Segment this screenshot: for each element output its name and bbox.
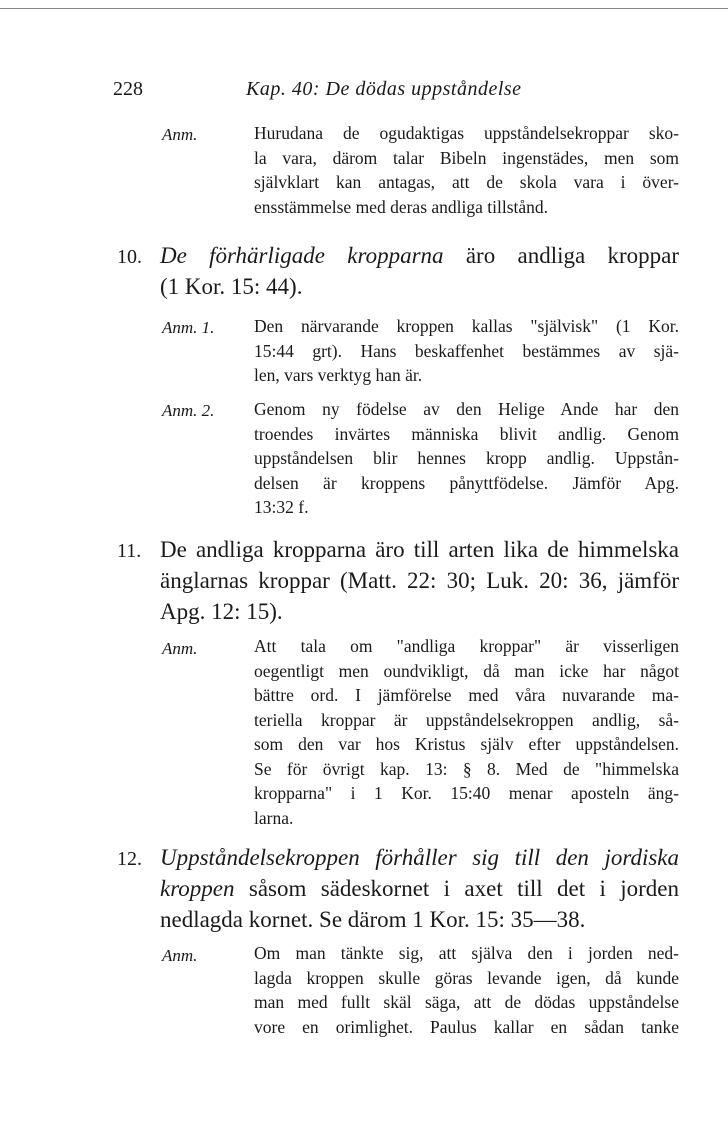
note-body xyxy=(254,314,679,388)
note-line: oegentligt men oundvikligt, då man icke har något xyxy=(254,660,679,681)
proposition-number: 11. xyxy=(117,540,142,562)
note-line: len, vars verktyg han är. xyxy=(254,365,423,385)
proposition-line: änglarnas kroppar (Matt. 22: 30; Luk. 20: 36, jämför xyxy=(160,568,679,593)
italic-lead: kroppen xyxy=(160,876,235,901)
italic-line: Uppståndelsekroppen förhåller sig till den jordiska xyxy=(160,845,679,870)
proposition-line: nedlagda kornet. Se därom 1 Kor. 15: 35—38. xyxy=(160,907,586,932)
note-line: man med fullt skäl säga, att de dödas uppståndelse xyxy=(254,992,679,1012)
running-head: Kap. 40: De dödas uppståndelse xyxy=(246,78,522,100)
note-line: troendes invärtes människa blivit andlig. Genom xyxy=(254,423,679,444)
note-line: Den närvarande kroppen kallas "självisk" (1 Kor. xyxy=(254,316,679,336)
note-line: Att tala om "andliga kroppar" är visserligen xyxy=(254,636,679,656)
note-line: 13:32 f. xyxy=(254,497,309,517)
note-label: Anm. 2. xyxy=(162,401,215,420)
note-line: lagda kroppen skulle göras levande igen, då kunde xyxy=(254,967,679,988)
note-label: Anm. xyxy=(162,125,198,144)
note-line: teriella kroppar är uppståndelsekroppen andlig, så- xyxy=(254,709,679,730)
line-rest: äro andliga kroppar xyxy=(443,243,679,268)
note-line: delsen är kroppens pånyttfödelse. Jämför Apg. xyxy=(254,472,679,493)
note-body xyxy=(254,121,679,219)
proposition-text xyxy=(160,534,679,627)
note-body xyxy=(254,634,679,830)
proposition-line xyxy=(160,240,679,271)
note-line: vore en orimlighet. Paulus kallar en sådan tanke xyxy=(254,1016,679,1037)
note-line: Hurudana de ogudaktigas uppståndelsekroppar sko- xyxy=(254,123,679,143)
line-rest: såsom sädeskornet i axet till det i jorden xyxy=(234,876,679,901)
note-line: som den var hos Kristus själv efter uppståndelsen. xyxy=(254,734,679,754)
note-body xyxy=(254,397,679,520)
note-line: la vara, därom talar Bibeln ingenstädes, men som xyxy=(254,147,679,168)
note-line: Genom ny födelse av den Helige Ande har den xyxy=(254,399,679,419)
proposition-number: 12. xyxy=(117,848,142,870)
proposition-line: (1 Kor. 15: 44). xyxy=(160,274,303,299)
note-line: kropparna" i 1 Kor. 15:40 menar aposteln äng- xyxy=(254,783,679,803)
note-label: Anm. 1. xyxy=(162,318,215,337)
proposition-line: Apg. 12: 15). xyxy=(160,599,283,624)
note-body xyxy=(254,941,679,1039)
note-line: Om man tänkte sig, att själva den i jorden ned- xyxy=(254,943,679,963)
top-rule xyxy=(0,8,728,9)
page-number: 228 xyxy=(113,78,143,100)
proposition-line: De andliga kropparna äro till arten lika de himmelska xyxy=(160,537,679,562)
proposition-text xyxy=(160,240,679,302)
note-line: bättre ord. I jämförelse med våra nuvarande ma- xyxy=(254,685,679,705)
note-label: Anm. xyxy=(162,639,198,658)
note-line: 15:44 grt). Hans beskaffenhet bestämmes av sjä- xyxy=(254,340,679,361)
proposition-number: 10. xyxy=(117,246,142,268)
note-line: Se för övrigt kap. 13: § 8. Med de "himmelska xyxy=(254,758,679,779)
note-line: uppståndelsen blir hennes kropp andlig. Uppstån- xyxy=(254,448,679,468)
italic-lead: De förhärligade kropparna xyxy=(160,243,444,268)
proposition-line xyxy=(160,842,679,873)
note-label: Anm. xyxy=(162,946,198,965)
note-line: självklart kan antagas, att de skola vara i över- xyxy=(254,172,679,192)
page-header xyxy=(0,78,728,108)
note-line: larna. xyxy=(254,807,294,828)
note-line: ensstämmelse med deras andliga tillstånd. xyxy=(254,196,549,217)
proposition-line xyxy=(160,873,679,904)
proposition-text xyxy=(160,842,679,935)
